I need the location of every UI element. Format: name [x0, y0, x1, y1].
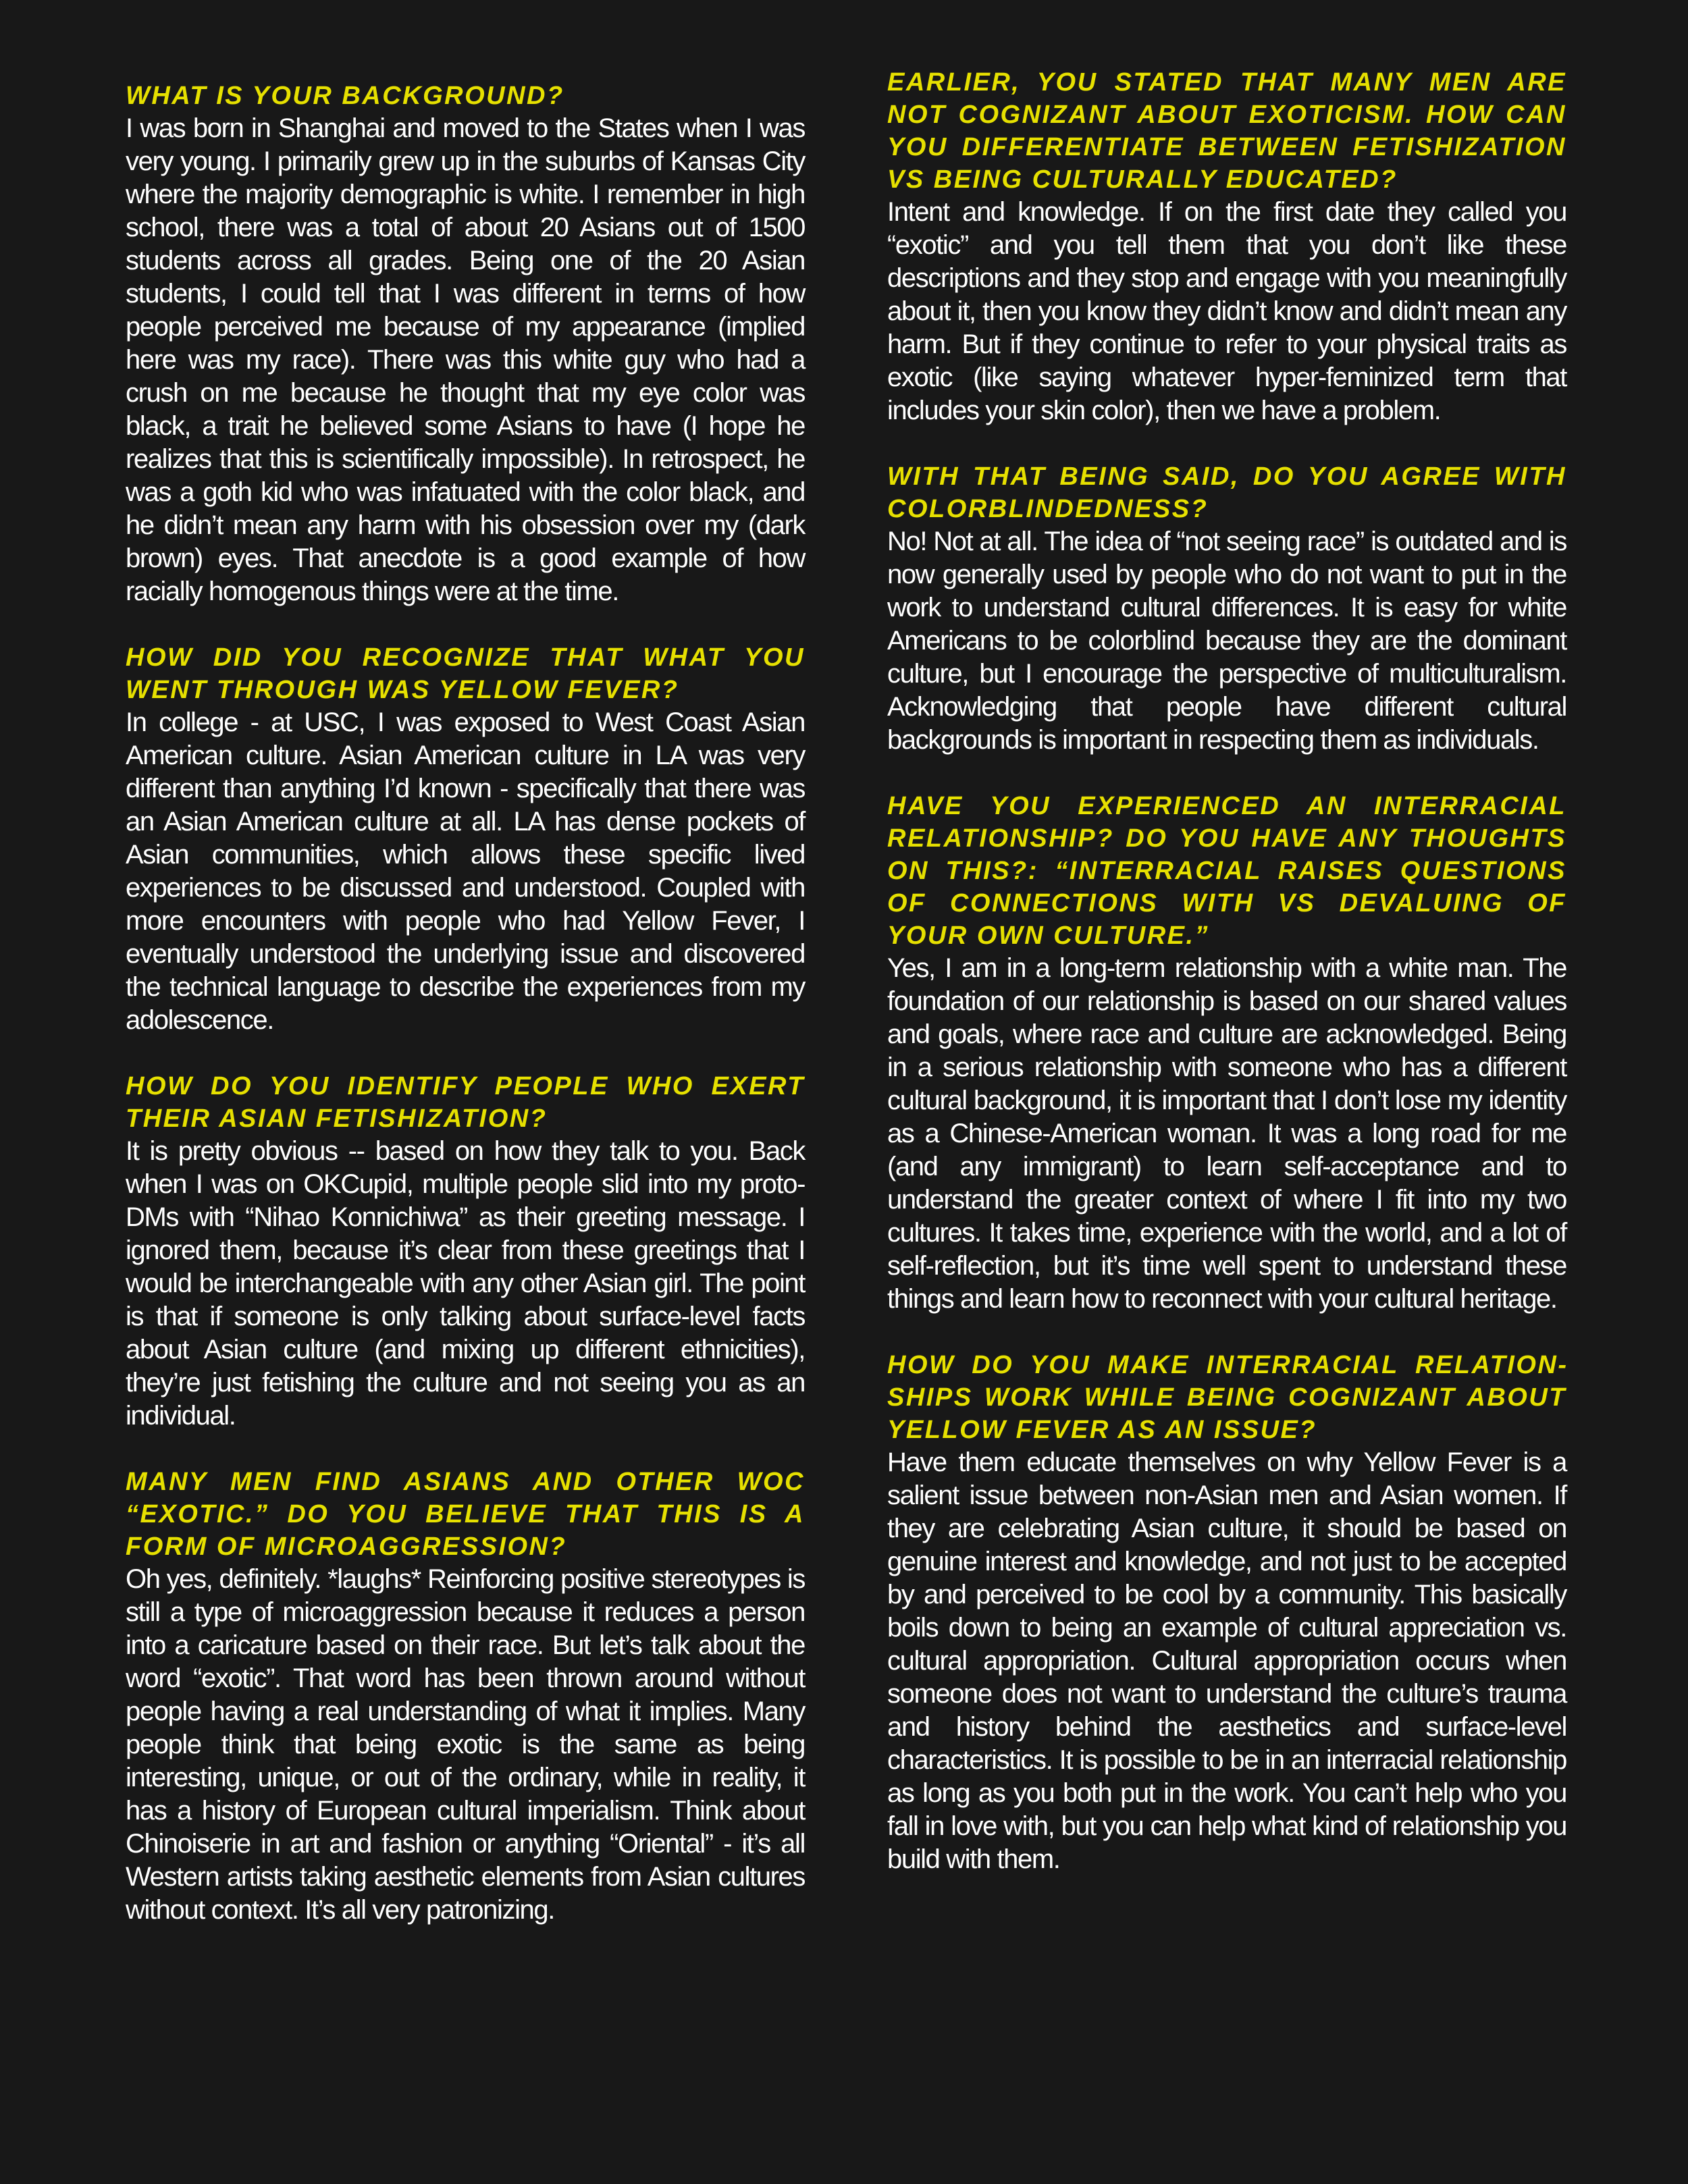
- question-heading: WHAT IS YOUR BACKGROUND?: [126, 82, 564, 110]
- right-column: [887, 66, 1566, 1909]
- question-heading: HOW DO YOU MAKE INTERRACIAL RELATIONSHIPS WORK WHILE BEING COGNIZANT ABOUT YELLOW FEVER AS AN ISSUE?: [887, 1351, 1566, 1444]
- question-heading: HOW DO YOU IDENTIFY PEOPLE WHO EXERT THEIR ASIAN FETISHIZATION?: [126, 1072, 805, 1133]
- question-heading: WITH THAT BEING SAID, DO YOU AGREE WITH COLORBLINDEDNESS?: [887, 462, 1566, 523]
- qa-section: [887, 66, 1566, 427]
- answer-text: It is pretty obvious -- based on how they talk to you. Back when I was on OKCupid, multiple people slid into my proto-DMs with “Nihao Konnichiwa” as their greeting message. I ignored them, because it’s clear from these greetings that I would be interchangeable with any other Asian girl. The point is that if someone is only talking about surface-level facts about Asian culture (and mixing up different ethnicities), they’re just fetishing the culture and not seeing you as an individual.: [126, 1136, 805, 1431]
- qa-section: [887, 1349, 1566, 1876]
- answer-text: Yes, I am in a long-term relationship with a white man. The foundation of our relationship is based on our shared values and goals, where race and culture are acknowledged. Being in a serious relationship with someone who has a different cultural background, it is important that I don’t lose my identity as a Chinese-American woman. It was a long road for me (and any immigrant) to learn self-acceptance and to understand the greater context of where I fit into my two cultures. It takes time, experience with the world, and a lot of self-reflection, but it’s time well spent to understand these things and learn how to reconnect with your cultural heritage.: [887, 953, 1566, 1314]
- qa-section: [887, 790, 1566, 1316]
- answer-text: Intent and knowledge. If on the first date they called you “exotic” and you tell them that you don’t like these descriptions and they stop and engage with you meaningfully about it, then you know they didn’t know and didn’t mean any harm. But if they continue to refer to your physical traits as exotic (like saying whatever hyper-feminized term that includes your skin color), then we have a problem.: [887, 197, 1566, 425]
- question-heading: HAVE YOU EXPERIENCED AN INTERRACIAL RELATIONSHIP? DO YOU HAVE ANY THOUGHTS ON THIS?: “INTERRACIAL RAISES QUESTIONS OF CONNECTIONS WITH VS DEVALUING OF YOUR OWN CULTURE.”: [887, 792, 1566, 950]
- question-heading: EARLIER, YOU STATED THAT MANY MEN ARE NOT COGNIZANT ABOUT EXOTICISM. HOW CAN YOU DIFFERENTIATE BETWEEN FETISHIZATION VS BEING CULTURALLY EDUCATED?: [887, 68, 1566, 194]
- qa-section: [126, 1466, 805, 1927]
- left-column: [126, 80, 805, 1960]
- question-heading: HOW DID YOU RECOGNIZE THAT WHAT YOU WENT THROUGH WAS YELLOW FEVER?: [126, 643, 805, 704]
- qa-section: [126, 641, 805, 1037]
- qa-section: [126, 1070, 805, 1433]
- answer-text: No! Not at all. The idea of “not seeing race” is outdated and is now generally used by people who do not want to put in the work to understand cultural differences. It is easy for white Americans to be colorblind because they are the dominant culture, but I encourage the perspective of multiculturalism. Acknowledging that people have different cultural backgrounds is important in respecting them as individuals.: [887, 527, 1566, 755]
- qa-section: [887, 460, 1566, 757]
- answer-text: Oh yes, definitely. *laughs* Reinforcing positive stereotypes is still a type of microaggression because it reduces a person into a caricature based on their race. But let’s talk about the word “exotic”. That word has been thrown around without people having a real understanding of what it implies. Many people think that being exotic is the same as being interesting, unique, or out of the ordinary, while in reality, it has a history of European cultural imperialism. Think about Chinoiserie in art and fashion or anything “Oriental” - it’s all Western artists taking aesthetic elements from Asian cultures without context. It’s all very patronizing.: [126, 1564, 805, 1925]
- qa-section: [126, 80, 805, 608]
- answer-text: I was born in Shanghai and moved to the States when I was very young. I primarily grew up in the suburbs of Kansas City where the majority demographic is white. I remember in high school, there was a total of about 20 Asians out of 1500 students across all grades. Being one of the 20 Asian students, I could tell that I was different in terms of how people perceived me because of my appearance (implied here was my race). There was this white guy who had a crush on me because he thought that my eye color was black, a trait he believed some Asians to have (I hope he realizes that this is scientifically impossible). In retrospect, he was a goth kid who was infatuated with the color black, and he didn’t mean any harm with his obsession over my (dark brown) eyes. That anecdote is a good example of how racially homogenous things were at the time.: [126, 113, 805, 606]
- answer-text: In college - at USC, I was exposed to West Coast Asian American culture. Asian American culture in LA was very different than anything I’d known - specifically that there was an Asian American culture at all. LA has dense pockets of Asian communities, which allows these specific lived experiences to be discussed and understood. Coupled with more encounters with people who had Yellow Fever, I eventually understood the underlying issue and discovered the technical language to describe the experiences from my adolescence.: [126, 708, 805, 1035]
- answer-text: Have them educate themselves on why Yellow Fever is a salient issue between non-Asian men and Asian women. If they are celebrating Asian culture, it should be based on genuine interest and knowledge, and not just to be accepted by and perceived to be cool by a community. This basically boils down to being an example of cultural appreciation vs. cultural appropriation. Cultural appropriation occurs when someone does not want to understand the culture’s trauma and history behind the aesthetics and surface-level characteristics. It is possible to be in an interracial relationship as long as you both put in the work. You can’t help who you fall in love with, but you can help what kind of relationship you build with them.: [887, 1447, 1566, 1874]
- question-heading: MANY MEN FIND ASIANS AND OTHER WOC “EXOTIC.” DO YOU BELIEVE THAT THIS IS A FORM OF MICROAGGRESSION?: [126, 1468, 805, 1561]
